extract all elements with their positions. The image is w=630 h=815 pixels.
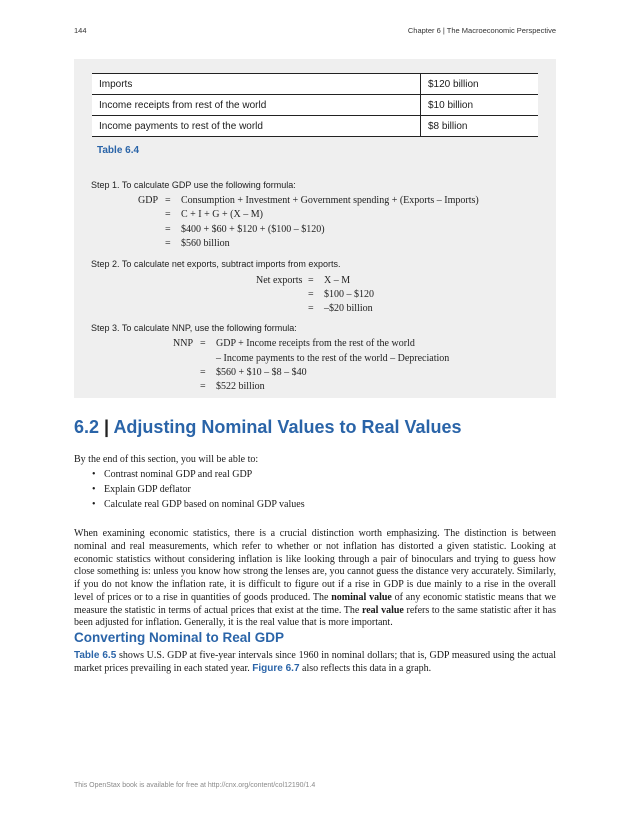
equation-lhs: Net exports [256, 275, 303, 286]
table-cell-value: $8 billion [421, 116, 539, 137]
key-term-nominal-value: nominal value [331, 591, 392, 603]
equals-sign: = [165, 209, 171, 220]
equals-sign: = [308, 275, 314, 286]
equation-lhs: NNP [173, 338, 194, 349]
table-cell-value: $10 billion [421, 95, 539, 116]
list-item: • Contrast nominal GDP and real GDP [104, 467, 305, 482]
equation-line: GDP + Income receipts from the rest of the world [216, 338, 415, 349]
paragraph-text: When examining economic statistics, there is a crucial distinction worth emphasizing. The distinction is between nominal and real measurements, which refer to whether or not inflation has distorted a given statistic. Looking at economic statistics without considering inflation is like looking through a pair of binoculars and trying to guess how close something is: unless you know how strong the lenses are, you cannot guess the distance very accurately. Similarly, if you do not know the inflation rate, it is difficult to figure out if a rise in GDP is due mainly to a rise in the overall level of prices or to a rise in quantities of goods produced. The [74, 528, 556, 603]
table-row [92, 116, 538, 137]
equation-line: –$20 billion [324, 303, 373, 314]
list-item: • Calculate real GDP based on nominal GDP values [104, 497, 305, 512]
equation-line: $560 + $10 – $8 – $40 [216, 367, 307, 378]
table-cell-label: Imports [92, 74, 421, 95]
section-heading [74, 417, 462, 438]
equation-line: – Income payments to the rest of the world – Depreciation [216, 353, 450, 364]
key-term-real-value: real value [361, 604, 404, 616]
objectives-intro: By the end of this section, you will be able to: [74, 454, 259, 465]
paragraph-text: of any economic statistic means that we measure the statistic in terms of actual prices that exist at the time. The [74, 591, 556, 616]
body-paragraph [74, 528, 556, 630]
equation-line: $400 + $60 + $120 + ($100 – $120) [181, 224, 325, 235]
section-separator: | [104, 417, 110, 437]
paragraph-text: also reflects this data in a graph. [299, 662, 432, 674]
equals-sign: = [200, 381, 206, 392]
data-table [92, 73, 538, 137]
figure-6-7-link[interactable]: Figure 6.7 [252, 662, 300, 674]
equation-line: $522 billion [216, 381, 265, 392]
example-box [74, 59, 556, 398]
equals-sign: = [200, 338, 206, 349]
table-caption: Table 6.4 [97, 145, 140, 156]
equals-sign: = [165, 238, 171, 249]
table-cell-value: $120 billion [421, 74, 539, 95]
page-footer: This OpenStax book is available for free at http://cnx.org/content/col12190/1.4 [74, 782, 316, 789]
chapter-title: Chapter 6 | The Macroeconomic Perspective [407, 26, 556, 35]
equals-sign: = [165, 195, 171, 206]
step-2-title: Step 2. To calculate net exports, subtract imports from exports. [91, 259, 341, 269]
equation-line: Consumption + Investment + Government spending + (Exports – Imports) [181, 195, 479, 206]
table-row [92, 74, 538, 95]
body-paragraph [74, 650, 556, 676]
paragraph-text: refers to the same statistic after it has been adjusted for inflation. Generally, it is the real value that is more important. [74, 604, 556, 629]
objectives-list [74, 467, 305, 512]
table-6-5-link[interactable]: Table 6.5 [74, 650, 117, 661]
list-item: • Explain GDP deflator [104, 482, 305, 497]
equals-sign: = [308, 303, 314, 314]
step-3-title: Step 3. To calculate NNP, use the following formula: [91, 323, 297, 333]
equation-line: $100 – $120 [324, 289, 374, 300]
equation-line: X – M [324, 275, 351, 286]
section-title-text: Adjusting Nominal Values to Real Values [113, 417, 462, 437]
equation-line: $560 billion [181, 238, 230, 249]
equals-sign: = [165, 224, 171, 235]
section-number: 6.2 [74, 417, 100, 437]
table-cell-label: Income receipts from rest of the world [92, 95, 421, 116]
equals-sign: = [308, 289, 314, 300]
subsection-heading: Converting Nominal to Real GDP [74, 630, 285, 645]
equals-sign: = [200, 367, 206, 378]
table-row [92, 95, 538, 116]
table-cell-label: Income payments to rest of the world [92, 116, 421, 137]
page-number: 144 [74, 26, 87, 35]
equation-lhs: GDP [138, 195, 159, 206]
paragraph-text: shows U.S. GDP at five-year intervals since 1960 in nominal dollars; that is, GDP measured using the actual market prices prevailing in each stated year. [74, 650, 557, 674]
step-1-title: Step 1. To calculate GDP use the following formula: [91, 180, 296, 190]
equation-line: C + I + G + (X – M) [181, 209, 263, 220]
